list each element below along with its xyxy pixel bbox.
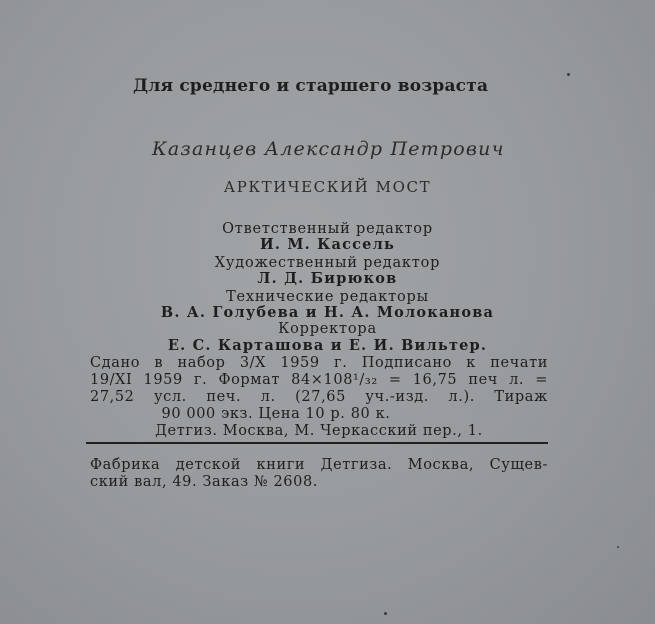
credit-name-proofreaders: Е. С. Карташова и Е. И. Вильтер.	[167, 337, 488, 354]
credit-name-tech-editors: В. А. Голубева и Н. А. Молоканова	[160, 304, 495, 321]
factory-line: Фабрика детской книги Детгиза. Москва, Сущев-	[90, 457, 548, 473]
paper-speck	[567, 73, 570, 76]
credit-name-art-editor: Л. Д. Бирюков	[257, 270, 398, 287]
publication-line: 90 000 экз. Цена 10 р. 80 к.	[161, 406, 391, 422]
credit-role-art-editor: Художественный редактор	[214, 255, 441, 271]
book-title: АРКТИЧЕСКИЙ МОСТ	[223, 178, 432, 196]
credit-role-proofreaders: Корректора	[278, 321, 377, 337]
age-group-line: Для среднего и старшего возраста	[133, 76, 489, 96]
publication-line: 27,52 усл. печ. л. (27,65 уч.-изд. л.). Тираж	[90, 389, 548, 405]
publication-line: Сдано в набор 3/X 1959 г. Подписано к печати	[90, 355, 548, 371]
publication-line: 19/XI 1959 г. Формат 84×108¹/₃₂ = 16,75 печ л. =	[90, 372, 548, 388]
author-name: Казанцев Александр Петрович	[152, 138, 505, 160]
paper-speck	[617, 546, 619, 548]
paper-speck	[384, 612, 387, 615]
credit-role-editor: Ответственный редактор	[222, 221, 433, 237]
publication-line: Детгиз. Москва, М. Черкасский пер., 1.	[155, 423, 483, 439]
divider-rule	[86, 442, 548, 444]
credit-name-editor: И. М. Кассель	[259, 236, 396, 253]
factory-line: ский вал, 49. Заказ № 2608.	[90, 474, 318, 490]
credit-role-tech-editors: Технические редакторы	[226, 289, 429, 305]
